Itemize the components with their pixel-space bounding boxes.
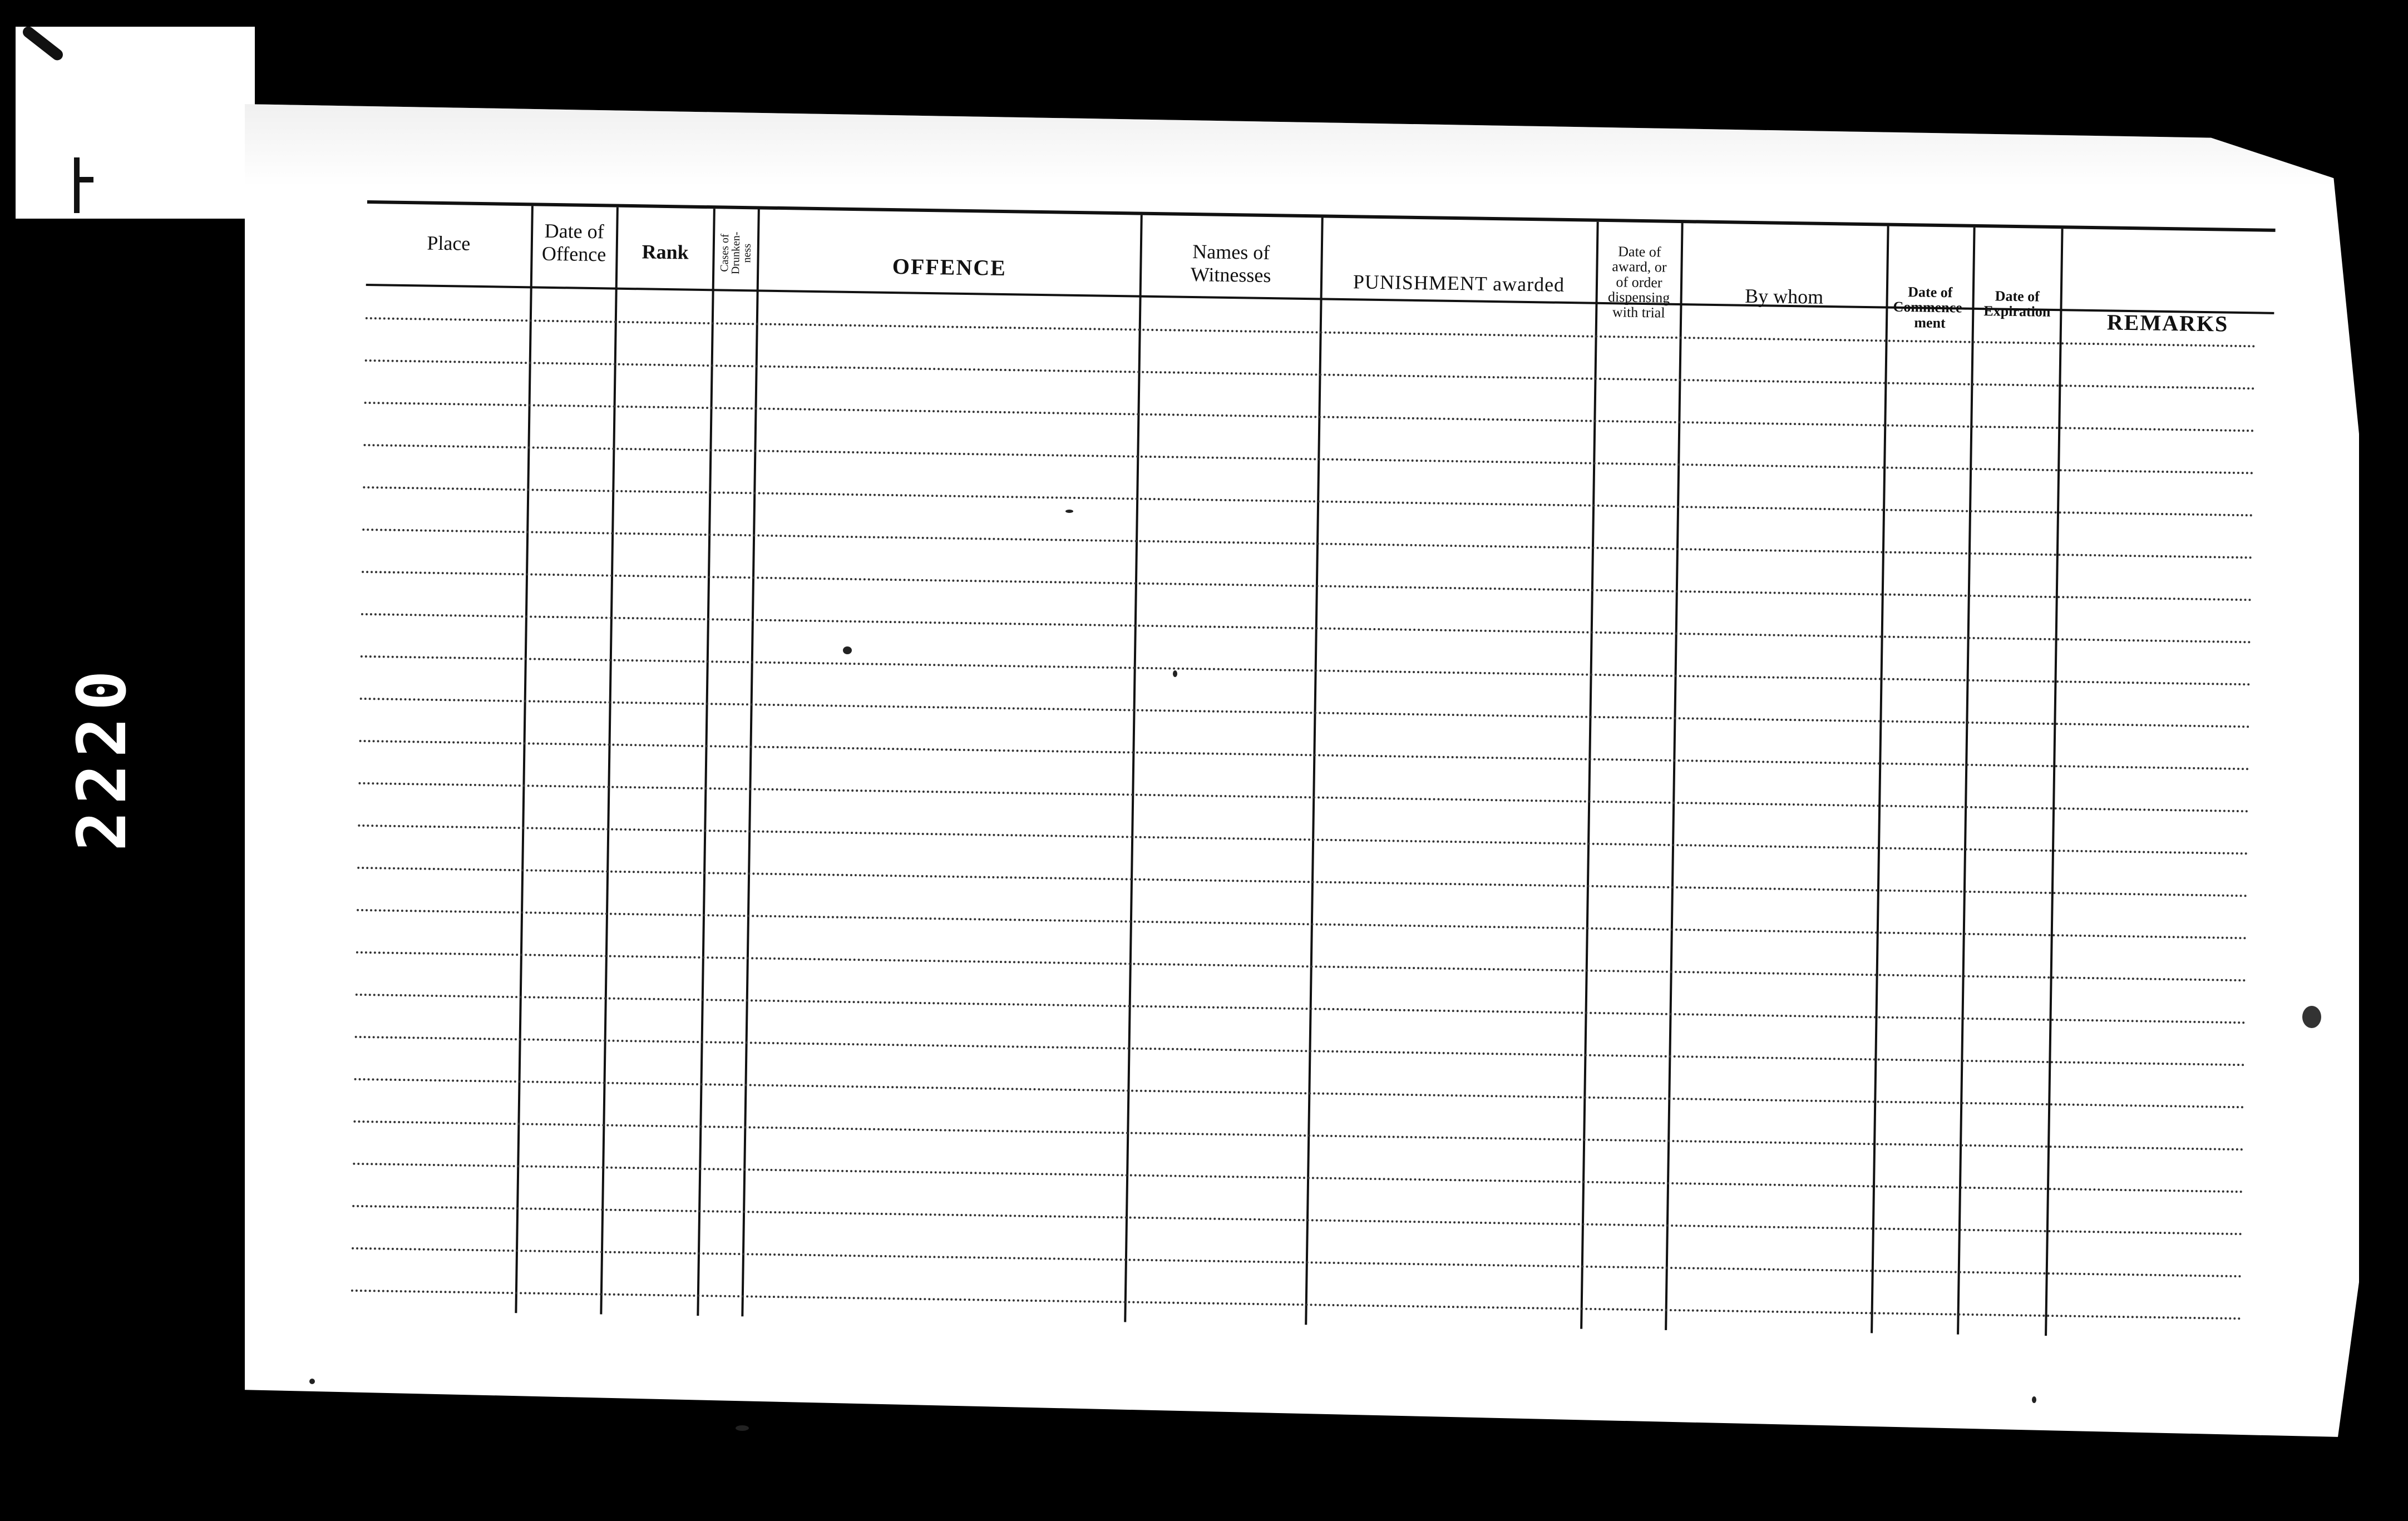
ink-speck <box>1173 670 1177 677</box>
column-divider <box>1665 223 1684 1330</box>
column-divider <box>1305 218 1324 1325</box>
header-names-of-witnesses: Names of Witnesses <box>1190 240 1271 287</box>
frame-number: 2220 <box>64 664 141 851</box>
column-divider <box>1124 215 1143 1322</box>
ink-speck <box>736 1425 749 1431</box>
header-date-of-offence: Date of Offence <box>541 219 606 266</box>
column-divider <box>1871 226 1889 1334</box>
header-date-of-award: Date of award, or of order dispensing with trial <box>1607 243 1670 321</box>
ink-smudge <box>2302 1006 2321 1028</box>
header-cases-of-drunkenness: Cases of Drunken- ness <box>718 231 753 275</box>
header-place: Place <box>427 231 471 255</box>
ink-speck <box>309 1379 315 1384</box>
header-offence: OFFENCE <box>892 254 1007 281</box>
header-rank: Rank <box>642 240 689 264</box>
header-by-whom: By whom <box>1744 284 1824 308</box>
header-remarks: REMARKS <box>2106 309 2229 337</box>
ink-speck <box>2032 1396 2036 1403</box>
header-date-of-commencement: Date of Commence- ment <box>1893 284 1967 331</box>
ink-speck <box>1065 510 1073 513</box>
column-divider <box>1957 228 1976 1335</box>
column-divider <box>741 209 760 1316</box>
column-divider <box>1580 222 1599 1329</box>
column-divider <box>2045 229 2064 1336</box>
header-punishment-awarded: PUNISHMENT awarded <box>1353 270 1565 296</box>
column-divider <box>697 209 716 1316</box>
ink-speck <box>843 646 852 654</box>
header-date-of-expiration: Date of Expiration <box>1983 288 2051 320</box>
column-divider <box>515 206 534 1313</box>
column-divider <box>600 208 619 1315</box>
